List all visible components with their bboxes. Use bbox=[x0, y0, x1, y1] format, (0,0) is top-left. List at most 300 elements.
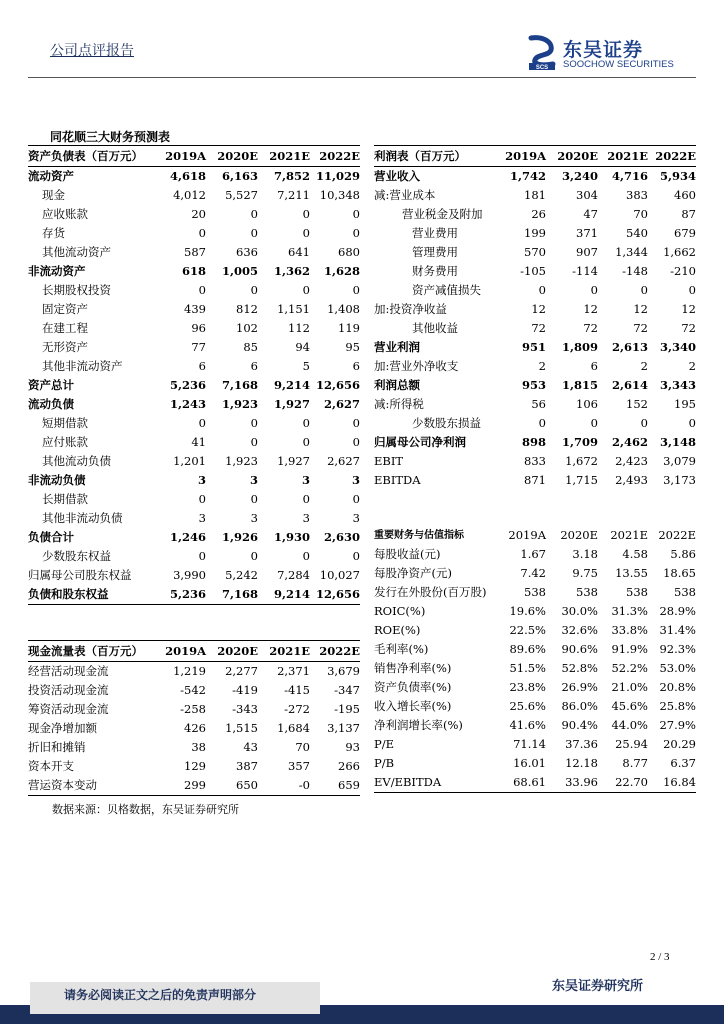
table-row bbox=[374, 338, 696, 357]
row-label: 减:营业成本 bbox=[374, 188, 436, 202]
row-value: 460 bbox=[674, 188, 696, 202]
row-value: 72 bbox=[583, 321, 598, 335]
row-value: 37.36 bbox=[565, 737, 598, 751]
row-value: 12 bbox=[583, 302, 598, 316]
table-row bbox=[28, 719, 360, 738]
cashflow-header-cell: 现金流量表（百万元） bbox=[28, 641, 162, 662]
row-value: 1,243 bbox=[169, 397, 206, 411]
row-value: -347 bbox=[334, 683, 360, 697]
row-value: 33.8% bbox=[611, 623, 648, 637]
row-value: 90.4% bbox=[561, 718, 598, 732]
row-value: 6.37 bbox=[670, 756, 696, 770]
row-value: 1,927 bbox=[277, 454, 310, 468]
row-value: 92.3% bbox=[659, 642, 696, 656]
row-value: 0 bbox=[302, 226, 310, 240]
row-value: 2,371 bbox=[277, 664, 310, 678]
row-value: 1,927 bbox=[273, 397, 310, 411]
row-label: 非流动资产 bbox=[28, 264, 86, 278]
row-value: 44.0% bbox=[611, 718, 648, 732]
row-value: 0 bbox=[352, 207, 360, 221]
table-row bbox=[28, 681, 360, 700]
table-row bbox=[28, 757, 360, 776]
balance-header-cell: 2019A bbox=[162, 146, 206, 167]
row-value: 0 bbox=[352, 283, 360, 297]
row-value: 21.0% bbox=[611, 680, 648, 694]
logo-english: SOOCHOW SECURITIES bbox=[563, 59, 674, 70]
row-value: 587 bbox=[184, 245, 206, 259]
row-label: 其他流动负债 bbox=[42, 454, 111, 468]
row-label: 毛利率(%) bbox=[374, 642, 429, 656]
row-value: 0 bbox=[250, 207, 258, 221]
row-value: 0 bbox=[250, 283, 258, 297]
row-label: 其他流动资产 bbox=[42, 245, 111, 259]
row-value: 10,027 bbox=[319, 568, 360, 582]
row-value: 7.42 bbox=[520, 566, 546, 580]
row-value: 304 bbox=[576, 188, 598, 202]
row-value: 5,934 bbox=[659, 169, 696, 183]
row-value: 53.0% bbox=[659, 661, 696, 675]
row-value: 1,201 bbox=[173, 454, 206, 468]
row-label: 现金 bbox=[42, 188, 65, 202]
row-value: 0 bbox=[352, 226, 360, 240]
table-row bbox=[28, 547, 360, 566]
row-value: 26 bbox=[531, 207, 546, 221]
row-value: 0 bbox=[352, 435, 360, 449]
row-value: 90.6% bbox=[561, 642, 598, 656]
row-value: 1,219 bbox=[173, 664, 206, 678]
row-value: 3,079 bbox=[663, 454, 696, 468]
table-row bbox=[374, 205, 696, 224]
table-row bbox=[28, 224, 360, 243]
row-value: 152 bbox=[626, 397, 648, 411]
row-value: 9,214 bbox=[258, 585, 310, 605]
table-row bbox=[374, 167, 696, 187]
row-value: 0 bbox=[250, 492, 258, 506]
row-value: -415 bbox=[284, 683, 310, 697]
row-label: 销售净利率(%) bbox=[374, 661, 452, 675]
row-value: 47 bbox=[583, 207, 598, 221]
balance-header-cell: 2022E bbox=[310, 146, 360, 167]
row-value: 6 bbox=[590, 359, 598, 373]
row-value: 56 bbox=[531, 397, 546, 411]
row-label: 其他非流动负债 bbox=[42, 511, 123, 525]
table-row bbox=[28, 433, 360, 452]
row-value: 1,362 bbox=[273, 264, 310, 278]
row-value: 1,742 bbox=[509, 169, 546, 183]
row-label: 在建工程 bbox=[42, 321, 88, 335]
row-value: 28.9% bbox=[659, 604, 696, 618]
row-value: -210 bbox=[670, 264, 696, 278]
row-value: 538 bbox=[674, 585, 696, 599]
row-value: 439 bbox=[184, 302, 206, 316]
row-label: 负债和股东权益 bbox=[28, 585, 162, 605]
row-value: 6,163 bbox=[221, 169, 258, 183]
table-row bbox=[374, 678, 696, 697]
row-label: 发行在外股份(百万股) bbox=[374, 585, 487, 599]
table-row bbox=[28, 776, 360, 796]
row-value: 0 bbox=[688, 416, 696, 430]
table-row bbox=[374, 186, 696, 205]
table-row bbox=[374, 224, 696, 243]
row-value: 119 bbox=[338, 321, 360, 335]
row-value: 538 bbox=[576, 585, 598, 599]
table-row bbox=[374, 621, 696, 640]
row-value: 12,656 bbox=[315, 378, 360, 392]
row-label: 资产负债率(%) bbox=[374, 680, 452, 694]
row-value: 3,343 bbox=[659, 378, 696, 392]
footer-disclaimer: 请务必阅读正文之后的免责声明部分 bbox=[64, 988, 257, 1002]
table-row bbox=[28, 243, 360, 262]
row-value: 41 bbox=[191, 435, 206, 449]
row-value: -148 bbox=[622, 264, 648, 278]
table-row bbox=[374, 754, 696, 773]
row-value: 3 bbox=[351, 473, 360, 487]
row-label: P/E bbox=[374, 737, 395, 751]
table-row bbox=[28, 662, 360, 682]
row-value: 3 bbox=[302, 511, 310, 525]
row-value: 51.5% bbox=[509, 661, 546, 675]
row-value: 5,236 bbox=[162, 585, 206, 605]
row-label: 无形资产 bbox=[42, 340, 88, 354]
row-value: 7,852 bbox=[273, 169, 310, 183]
row-value: 22.70 bbox=[598, 773, 648, 793]
table-row bbox=[28, 452, 360, 471]
row-value: 12.18 bbox=[565, 756, 598, 770]
table-row bbox=[374, 545, 696, 564]
row-value: 1,926 bbox=[221, 530, 258, 544]
row-label: 管理费用 bbox=[412, 245, 458, 259]
row-value: 0 bbox=[640, 283, 648, 297]
balance-sheet-table bbox=[28, 145, 360, 605]
row-value: 16.01 bbox=[513, 756, 546, 770]
row-label: 应收账款 bbox=[42, 207, 88, 221]
row-value: 3,990 bbox=[173, 568, 206, 582]
row-value: 2,462 bbox=[611, 435, 648, 449]
table-row bbox=[374, 697, 696, 716]
row-value: 299 bbox=[162, 776, 206, 796]
row-label: 负债合计 bbox=[28, 530, 74, 544]
row-value: 871 bbox=[524, 473, 546, 487]
row-value: 0 bbox=[198, 549, 206, 563]
row-value: 96 bbox=[191, 321, 206, 335]
row-value: 20 bbox=[191, 207, 206, 221]
table-row bbox=[28, 167, 360, 187]
row-value: 426 bbox=[184, 721, 206, 735]
row-value: 1,930 bbox=[273, 530, 310, 544]
row-value: 8.77 bbox=[622, 756, 648, 770]
row-value: 3 bbox=[197, 473, 206, 487]
table-row bbox=[28, 186, 360, 205]
row-value: 91.9% bbox=[611, 642, 648, 656]
row-value: 3,173 bbox=[663, 473, 696, 487]
table-row bbox=[374, 602, 696, 621]
row-value: 3 bbox=[301, 473, 310, 487]
row-label: 收入增长率(%) bbox=[374, 699, 452, 713]
row-value: 3,340 bbox=[659, 340, 696, 354]
row-value: 72 bbox=[633, 321, 648, 335]
row-value: -343 bbox=[232, 702, 258, 716]
row-value: 10,348 bbox=[319, 188, 360, 202]
table-row bbox=[374, 640, 696, 659]
row-value: 20.29 bbox=[663, 737, 696, 751]
row-value: 1,344 bbox=[615, 245, 648, 259]
row-label: 其他收益 bbox=[412, 321, 458, 335]
row-label: 长期借款 bbox=[42, 492, 88, 506]
row-label: 少数股东权益 bbox=[42, 549, 111, 563]
income-header-cell: 2021E bbox=[598, 146, 648, 167]
row-value: 3.18 bbox=[572, 547, 598, 561]
balance-header-row bbox=[28, 146, 360, 167]
row-value: 12,656 bbox=[310, 585, 360, 605]
row-value: 540 bbox=[626, 226, 648, 240]
table-row bbox=[374, 735, 696, 754]
row-value: 93 bbox=[345, 740, 360, 754]
indicators-header-cell: 重要财务与估值指标 bbox=[374, 530, 464, 541]
row-value: -542 bbox=[180, 683, 206, 697]
row-value: 72 bbox=[531, 321, 546, 335]
table-row bbox=[374, 773, 696, 793]
income-header-row bbox=[374, 146, 696, 167]
table-row bbox=[28, 585, 360, 605]
logo-mark-text: SCS bbox=[535, 65, 549, 70]
header-divider bbox=[28, 77, 696, 78]
indicators-header-cell: 2019A bbox=[508, 528, 546, 542]
row-value: 7,211 bbox=[277, 188, 310, 202]
row-label: ROE(%) bbox=[374, 623, 421, 637]
row-value: 2,277 bbox=[225, 664, 258, 678]
row-value: 30.0% bbox=[561, 604, 598, 618]
row-value: 9,214 bbox=[273, 378, 310, 392]
row-value: 1,684 bbox=[277, 721, 310, 735]
row-value: -419 bbox=[232, 683, 258, 697]
income-statement-table bbox=[374, 145, 696, 490]
row-value: 1,005 bbox=[221, 264, 258, 278]
row-value: 0 bbox=[302, 549, 310, 563]
row-value: 199 bbox=[524, 226, 546, 240]
row-value: 32.6% bbox=[561, 623, 598, 637]
table-row bbox=[374, 243, 696, 262]
row-value: 45.6% bbox=[611, 699, 648, 713]
row-value: 3 bbox=[249, 473, 258, 487]
row-label: EV/EBITDA bbox=[374, 773, 498, 793]
row-value: 6 bbox=[352, 359, 360, 373]
row-label: 少数股东损益 bbox=[412, 416, 481, 430]
row-value: 20.8% bbox=[659, 680, 696, 694]
row-value: 266 bbox=[338, 759, 360, 773]
row-value: 95 bbox=[345, 340, 360, 354]
row-value: 2,614 bbox=[611, 378, 648, 392]
table-row bbox=[374, 300, 696, 319]
row-label: 减:所得税 bbox=[374, 397, 424, 411]
row-value: 41.6% bbox=[509, 718, 546, 732]
row-value: 3,679 bbox=[327, 664, 360, 678]
row-label: 资产减值损失 bbox=[412, 283, 481, 297]
row-value: 3 bbox=[198, 511, 206, 525]
table-row bbox=[28, 700, 360, 719]
row-value: 2,627 bbox=[327, 454, 360, 468]
row-value: 5,242 bbox=[225, 568, 258, 582]
row-value: 641 bbox=[288, 245, 310, 259]
row-value: 1,515 bbox=[225, 721, 258, 735]
row-value: 387 bbox=[236, 759, 258, 773]
row-value: 94 bbox=[295, 340, 310, 354]
row-label: 经营活动现金流 bbox=[28, 664, 109, 678]
row-value: 27.9% bbox=[659, 718, 696, 732]
row-value: 383 bbox=[626, 188, 648, 202]
row-value: 12 bbox=[681, 302, 696, 316]
row-label: 非流动负债 bbox=[28, 473, 86, 487]
row-value: 18.65 bbox=[663, 566, 696, 580]
table-row bbox=[28, 319, 360, 338]
table-row bbox=[374, 716, 696, 735]
cash-flow-table bbox=[28, 640, 360, 796]
row-value: 1,923 bbox=[225, 454, 258, 468]
row-label: 资产总计 bbox=[28, 378, 74, 392]
row-value: 12 bbox=[531, 302, 546, 316]
row-label: 净利润增长率(%) bbox=[374, 718, 463, 732]
row-label: 流动负债 bbox=[28, 397, 74, 411]
row-value: 1,408 bbox=[327, 302, 360, 316]
logo bbox=[527, 34, 677, 74]
row-value: 70 bbox=[295, 740, 310, 754]
page-number: 2 / 3 bbox=[650, 951, 670, 963]
row-value: 7,284 bbox=[277, 568, 310, 582]
row-value: 0 bbox=[590, 416, 598, 430]
row-value: 16.84 bbox=[648, 773, 696, 793]
table-row bbox=[28, 509, 360, 528]
row-value: 1,709 bbox=[561, 435, 598, 449]
row-value: 7,168 bbox=[221, 378, 258, 392]
row-value: 2,627 bbox=[323, 397, 360, 411]
table-row bbox=[28, 738, 360, 757]
table-row bbox=[374, 395, 696, 414]
row-value: 898 bbox=[521, 435, 546, 449]
row-value: 0 bbox=[302, 207, 310, 221]
cashflow-header-row bbox=[28, 641, 360, 662]
row-label: 利润总额 bbox=[374, 378, 420, 392]
row-value: 371 bbox=[576, 226, 598, 240]
row-value: 2,423 bbox=[615, 454, 648, 468]
row-label: 流动资产 bbox=[28, 169, 74, 183]
table-title: 同花顺三大财务预测表 bbox=[50, 130, 171, 144]
row-value: 3,137 bbox=[327, 721, 360, 735]
row-label: 存货 bbox=[42, 226, 65, 240]
row-value: 2,493 bbox=[615, 473, 648, 487]
row-value: 52.8% bbox=[561, 661, 598, 675]
indicators-header-cell: 2022E bbox=[658, 528, 696, 542]
table-row bbox=[28, 357, 360, 376]
row-value: 85 bbox=[243, 340, 258, 354]
indicators-table bbox=[374, 526, 696, 793]
row-value: 68.61 bbox=[498, 773, 546, 793]
row-value: 4,618 bbox=[169, 169, 206, 183]
row-value: 0 bbox=[250, 226, 258, 240]
table-row bbox=[374, 433, 696, 452]
row-label: 长期股权投资 bbox=[42, 283, 111, 297]
row-value: 31.4% bbox=[659, 623, 696, 637]
logo-chinese: 东吴证券 bbox=[563, 39, 644, 61]
row-value: 1,809 bbox=[561, 340, 598, 354]
row-value: 0 bbox=[640, 416, 648, 430]
row-value: 22.5% bbox=[509, 623, 546, 637]
data-source: 数据来源：贝格数据，东吴证券研究所 bbox=[52, 803, 239, 816]
table-row bbox=[374, 583, 696, 602]
table-row bbox=[374, 452, 696, 471]
row-value: 112 bbox=[288, 321, 310, 335]
row-value: 680 bbox=[338, 245, 360, 259]
balance-header-cell: 资产负债表（百万元） bbox=[28, 146, 162, 167]
row-label: 归属母公司净利润 bbox=[374, 435, 466, 449]
row-label: 现金净增加额 bbox=[28, 721, 97, 735]
row-value: 0 bbox=[538, 416, 546, 430]
row-value: 0 bbox=[198, 226, 206, 240]
row-value: 636 bbox=[236, 245, 258, 259]
row-value: -105 bbox=[520, 264, 546, 278]
cashflow-header-cell: 2022E bbox=[310, 641, 360, 662]
row-value: 0 bbox=[198, 283, 206, 297]
row-value: 4.58 bbox=[622, 547, 648, 561]
row-label: 加:营业外净收支 bbox=[374, 359, 459, 373]
table-row bbox=[374, 659, 696, 678]
row-value: 106 bbox=[576, 397, 598, 411]
row-label: 应付账款 bbox=[42, 435, 88, 449]
row-value: 2 bbox=[688, 359, 696, 373]
row-value: 70 bbox=[633, 207, 648, 221]
row-value: 1,662 bbox=[663, 245, 696, 259]
table-row bbox=[28, 376, 360, 395]
row-value: 9.75 bbox=[572, 566, 598, 580]
row-value: 907 bbox=[576, 245, 598, 259]
row-value: 2,630 bbox=[323, 530, 360, 544]
table-row bbox=[28, 490, 360, 509]
table-row bbox=[374, 564, 696, 583]
row-value: 12 bbox=[633, 302, 648, 316]
row-value: 650 bbox=[206, 776, 258, 796]
income-header-cell: 利润表（百万元） bbox=[374, 146, 498, 167]
row-label: 营业税金及附加 bbox=[402, 207, 483, 221]
income-header-cell: 2020E bbox=[546, 146, 598, 167]
row-value: 72 bbox=[681, 321, 696, 335]
row-value: 570 bbox=[524, 245, 546, 259]
table-row bbox=[28, 395, 360, 414]
row-value: 0 bbox=[198, 416, 206, 430]
indicators-header-cell: 2020E bbox=[560, 528, 598, 542]
row-value: 0 bbox=[302, 283, 310, 297]
row-value: 0 bbox=[302, 492, 310, 506]
row-value: 1,715 bbox=[565, 473, 598, 487]
row-value: 195 bbox=[674, 397, 696, 411]
row-value: 87 bbox=[681, 207, 696, 221]
row-value: 102 bbox=[236, 321, 258, 335]
table-row bbox=[28, 205, 360, 224]
row-value: 3 bbox=[352, 511, 360, 525]
logo-mark-icon bbox=[527, 34, 557, 70]
row-label: ROIC(%) bbox=[374, 604, 426, 618]
row-value: 1,923 bbox=[221, 397, 258, 411]
row-value: 0 bbox=[198, 492, 206, 506]
row-value: 43 bbox=[243, 740, 258, 754]
indicators-header-row bbox=[374, 526, 696, 545]
row-label: 归属母公司股东权益 bbox=[28, 568, 132, 582]
row-label: 投资活动现金流 bbox=[28, 683, 109, 697]
row-value: 357 bbox=[288, 759, 310, 773]
row-label: 营运资本变动 bbox=[28, 776, 162, 796]
row-value: 0 bbox=[352, 549, 360, 563]
row-value: 19.6% bbox=[509, 604, 546, 618]
row-label: 筹资活动现金流 bbox=[28, 702, 109, 716]
row-label: 短期借款 bbox=[42, 416, 88, 430]
row-value: 0 bbox=[538, 283, 546, 297]
